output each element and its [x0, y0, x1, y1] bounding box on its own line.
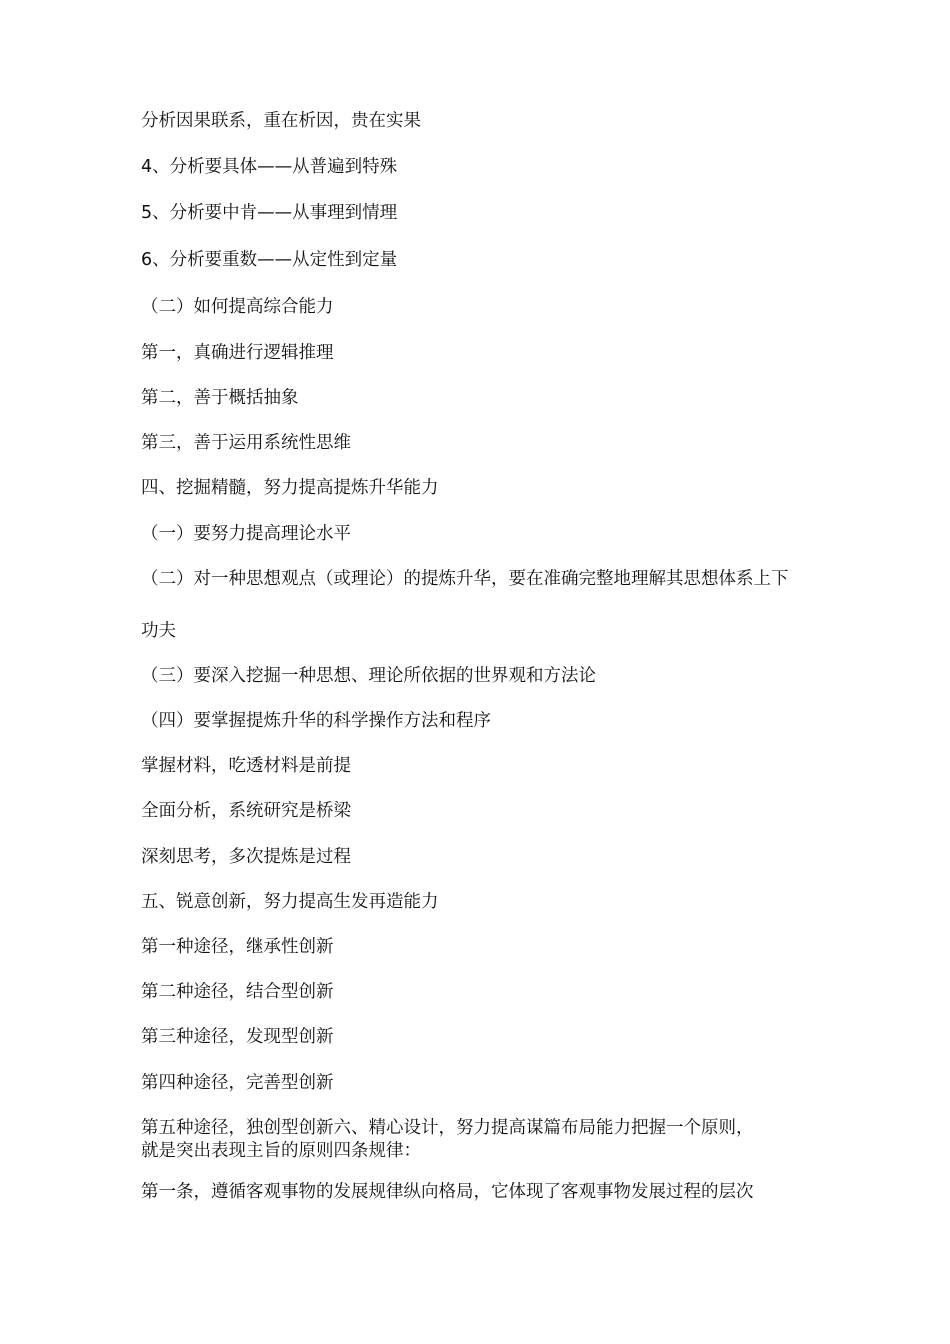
text-line: 深刻思考，多次提炼是过程 [141, 847, 351, 867]
text-line: 第一条，遵循客观事物的发展规律纵向格局，它体现了客观事物发展过程的层次 [141, 1182, 754, 1202]
text-line: 第五种途径，独创型创新六、精心设计，努力提高谋篇布局能力把握一个原则， [141, 1118, 754, 1138]
text-line: 第四种途径，完善型创新 [141, 1073, 334, 1093]
text-line: 第二，善于概括抽象 [141, 388, 299, 408]
text-line: 4、分析要具体——从普遍到特殊 [141, 157, 398, 177]
section-heading: （四）要掌握提炼升华的科学操作方法和程序 [141, 711, 491, 731]
text-line: 6、分析要重数——从定性到定量 [141, 250, 398, 270]
text-line: 全面分析，系统研究是桥梁 [141, 801, 351, 821]
section-heading: （三）要深入挖掘一种思想、理论所依据的世界观和方法论 [141, 666, 596, 686]
text-line: 第三，善于运用系统性思维 [141, 433, 351, 453]
section-heading: 五、锐意创新，努力提高生发再造能力 [141, 892, 439, 912]
text-line: 第一种途径，继承性创新 [141, 937, 334, 957]
section-heading: （二）对一种思想观点（或理论）的提炼升华，要在准确完整地理解其思想体系上下 [141, 569, 789, 589]
text-line: 掌握材料，吃透材料是前提 [141, 756, 351, 776]
text-line: 5、分析要中肯——从事理到情理 [141, 203, 398, 223]
text-line: 第三种途径，发现型创新 [141, 1027, 334, 1047]
section-heading: （一）要努力提高理论水平 [141, 524, 351, 544]
text-line: 就是突出表现主旨的原则四条规律： [141, 1141, 421, 1161]
text-line: 第一，真确进行逻辑推理 [141, 343, 334, 363]
text-line: 功夫 [141, 621, 176, 641]
text-line: 第二种途径，结合型创新 [141, 982, 334, 1002]
section-heading: 四、挖掘精髓，努力提高提炼升华能力 [141, 478, 439, 498]
text-line: 分析因果联系，重在析因，贵在实果 [141, 111, 421, 131]
section-heading: （二）如何提高综合能力 [141, 297, 334, 317]
